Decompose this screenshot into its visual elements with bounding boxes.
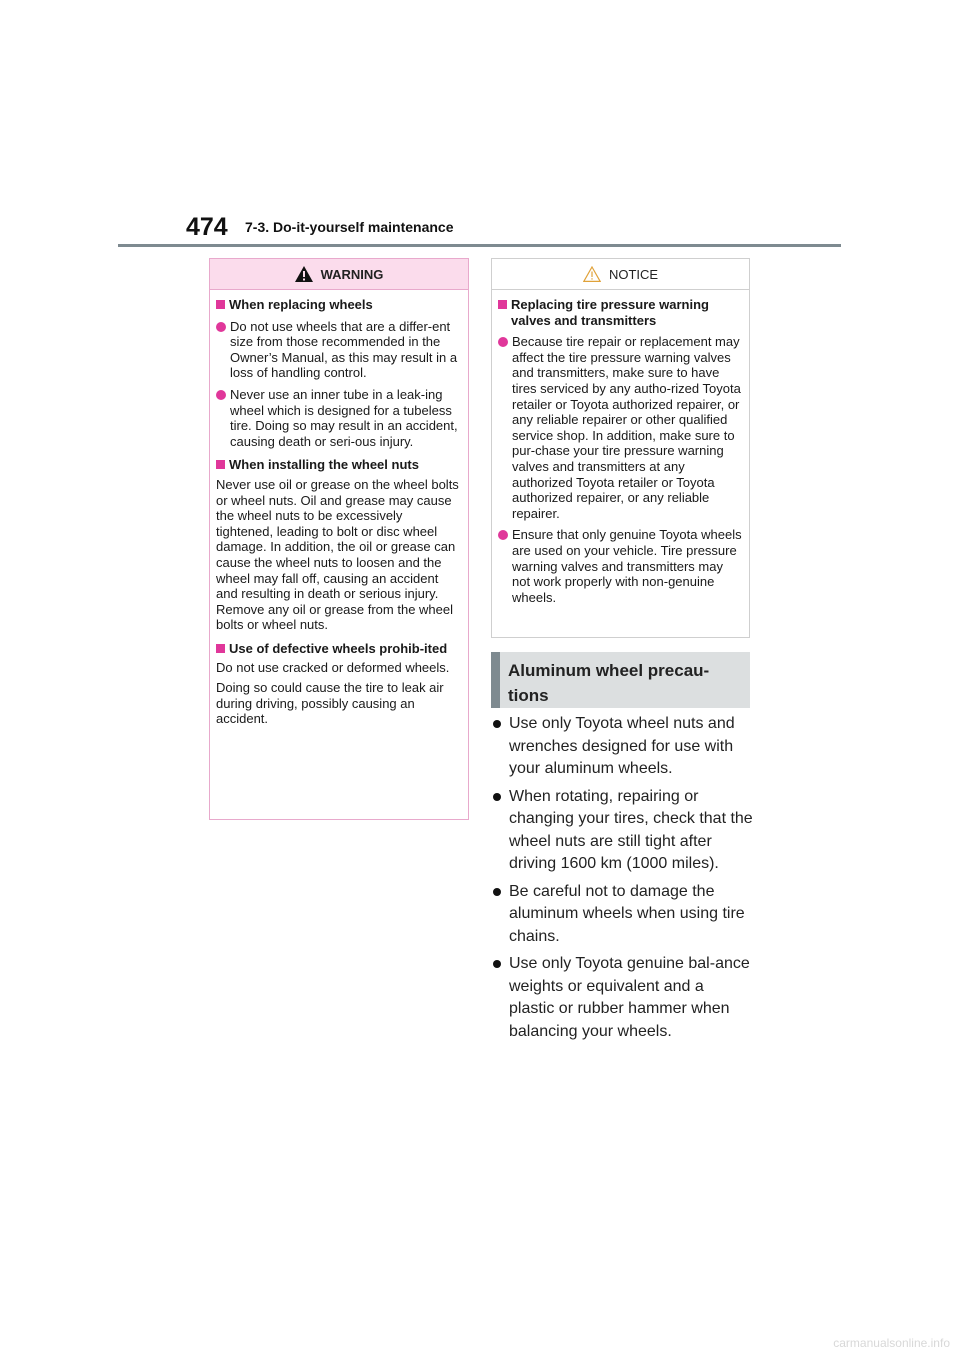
list-item (491, 713, 753, 781)
notice-triangle-icon (583, 266, 601, 282)
notice-body (492, 290, 749, 605)
subheading (216, 641, 462, 657)
warning-body (210, 290, 468, 727)
bullet-item (498, 334, 743, 521)
paragraph-text: Doing so could cause the tire to leak air during driving, possibly causing an accident. (216, 680, 444, 727)
bullet-text: Because tire repair or replacement may affect the tire pressure warning valves and transmitters, make sure to have tires serviced by any autho-rized Toyota retailer or Toyota authorized repairer, or any reliable repairer or other qualified service shop. In addition, make sure to pur-chase your tire pressure warning valves and transmitters at any authorized Toyota retailer or Toyota authorized repairer, or any reliable repairer. (512, 334, 741, 521)
list-item-text: When rotating, repairing or changing your tires, check that the wheel nuts are still tight after driving 1600 km (1000 miles). (509, 787, 753, 872)
bullet-dot-icon (493, 888, 501, 896)
warning-title: WARNING (320, 266, 384, 282)
subheading-text: When installing the wheel nuts (229, 457, 419, 473)
warning-triangle-icon (295, 266, 313, 282)
list-item (491, 953, 753, 1043)
paragraph (216, 660, 462, 676)
paragraph-text: Never use oil or grease on the wheel bolts or wheel nuts. Oil and grease may cause the wheel nuts to be excessively tightened, leading to bolt or disc wheel damage. In addition, the oil or grease can cause the wheel nuts to loosen and the wheel may fall off, causing an accident and resulting in death or serious injury. Remove any oil or grease from the wheel bolts or wheel nuts. (216, 476, 459, 633)
section-title: 7-3. Do-it-yourself maintenance (245, 219, 454, 235)
bullet-dot-icon (493, 720, 501, 728)
header-rule (118, 244, 841, 247)
notice-header (492, 259, 749, 290)
square-bullet-icon (216, 460, 225, 469)
subheading-text: When replacing wheels (229, 297, 373, 312)
footer-watermark: carmanualsonline.info (833, 1336, 950, 1350)
circle-bullet-icon (216, 322, 226, 332)
bullet-dot-icon (493, 793, 501, 801)
bullet-text: Do not use wheels that are a differ-ent size from those recommended in the Owner’s Manual, as this may result in a loss of handling control. (230, 318, 458, 381)
bullet-item (498, 527, 743, 605)
bullet-text: Never use an inner tube in a leak-ing wheel which is designed for a tubeless tire. Doing so may result in an accident, causing death or seri-ous injury. (230, 386, 458, 449)
paragraph (216, 680, 462, 727)
circle-bullet-icon (498, 530, 508, 540)
paragraph (216, 477, 462, 633)
subheading-text: Use of defective wheels prohib-ited (229, 640, 448, 656)
list-item (491, 881, 753, 949)
warning-header (210, 259, 468, 290)
bullet-dot-icon (493, 960, 501, 968)
list-item-text: Be careful not to damage the aluminum wheels when using tire chains. (509, 882, 745, 945)
paragraph-text: Do not use cracked or deformed wheels. (216, 660, 450, 676)
subheading (216, 297, 462, 313)
subheading (498, 297, 743, 328)
subheading-text: Replacing tire pressure warning valves and transmitters (511, 297, 709, 328)
list-item-text: Use only Toyota wheel nuts and wrenches designed for use with your aluminum wheels. (509, 715, 735, 777)
aluminum-heading: Aluminum wheel precau-tions (491, 652, 750, 708)
warning-box (209, 258, 469, 820)
circle-bullet-icon (216, 390, 226, 400)
bullet-item (216, 319, 462, 381)
list-item-text: Use only Toyota genuine bal-ance weights or equivalent and a plastic or rubber hammer when balancing your wheels. (509, 955, 750, 1040)
circle-bullet-icon (498, 337, 508, 347)
bullet-item (216, 387, 462, 449)
square-bullet-icon (498, 300, 507, 309)
notice-box (491, 258, 750, 638)
page-number: 474 (186, 213, 228, 241)
square-bullet-icon (216, 644, 225, 653)
list-item (491, 786, 753, 876)
notice-title: NOTICE (608, 266, 659, 282)
square-bullet-icon (216, 300, 225, 309)
subheading (216, 457, 462, 473)
bullet-text: Ensure that only genuine Toyota wheels are used on your vehicle. Tire pressure warning valves and transmitters may not work properly with non-genuine wheels. (512, 527, 742, 605)
aluminum-precautions-list (491, 713, 753, 1048)
